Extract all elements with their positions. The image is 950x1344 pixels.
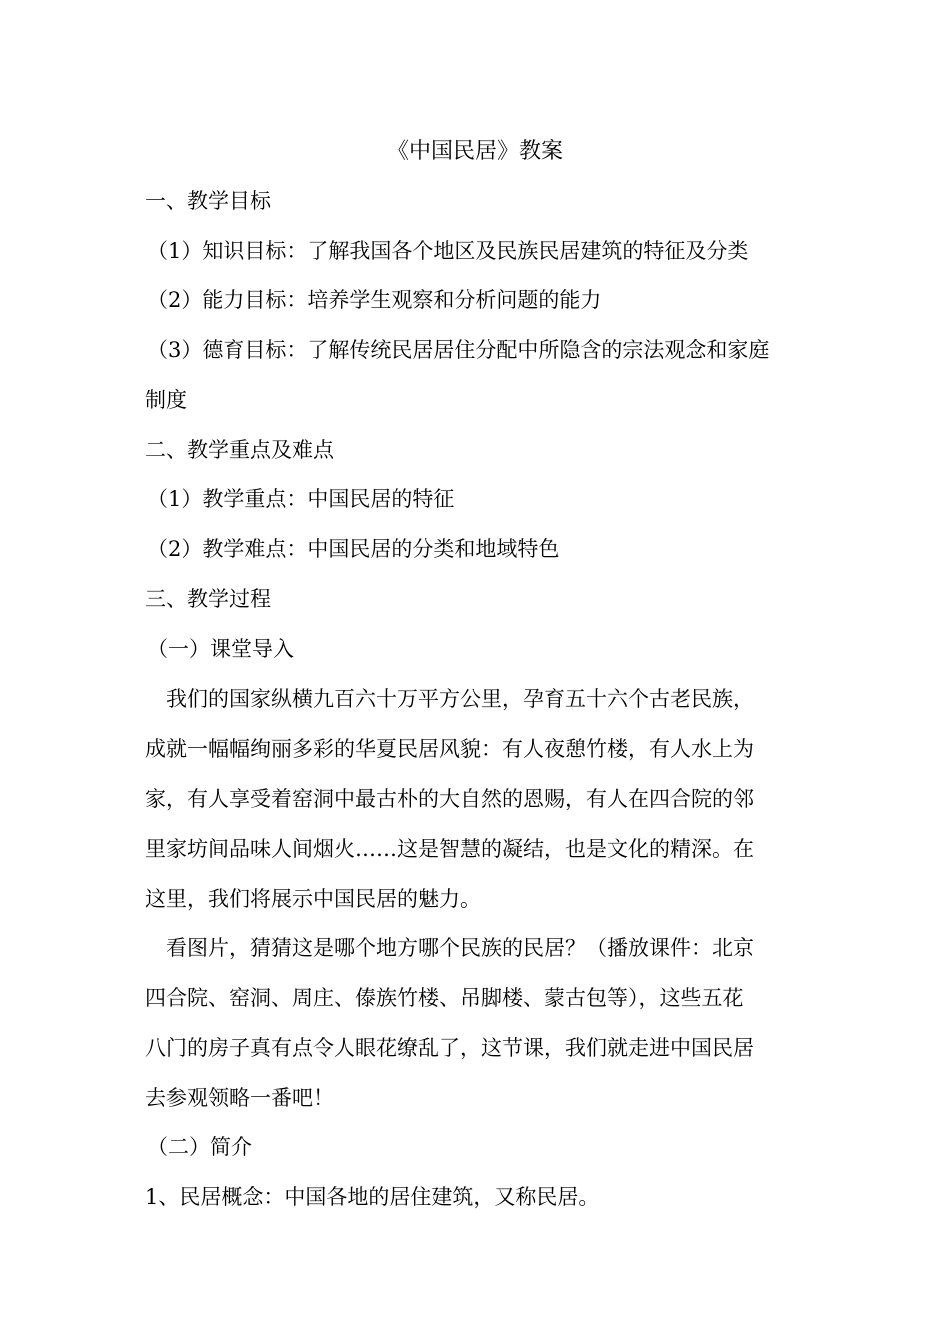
subsection-heading-brief: （二）简介 [147,1135,252,1159]
objective-knowledge: （1）知识目标：了解我国各个地区及民族民居建筑的特征及分类 [147,239,749,263]
intro-paragraph-line: 里家坊间品味人间烟火……这是智慧的凝结，也是文化的精深。在 [145,837,754,861]
key-point: （1）教学重点：中国民居的特征 [147,487,455,511]
subsection-heading-intro: （一）课堂导入 [147,637,294,661]
intro-paragraph-line: 我们的国家纵横九百六十万平方公里，孕育五十六个古老民族， [166,687,754,711]
objective-moral-line1: （3）德育目标：了解传统民居居住分配中所隐含的宗法观念和家庭 [147,338,770,362]
document-title: 《中国民居》教案 [386,139,563,164]
intro-paragraph-line: 家，有人享受着窑洞中最古朴的大自然的恩赐，有人在四合院的邻 [145,787,754,811]
picture-paragraph-line: 八门的房子真有点令人眼花缭乱了，这节课，我们就走进中国民居 [145,1036,754,1060]
intro-paragraph-line: 这里，我们将展示中国民居的魅力。 [145,887,481,911]
picture-paragraph-line: 看图片，猜猜这是哪个地方哪个民族的民居？（播放课件：北京 [166,936,754,960]
definition-item: 1、民居概念：中国各地的居住建筑，又称民居。 [145,1185,600,1209]
intro-paragraph-line: 成就一幅幅绚丽多彩的华夏民居风貌：有人夜憩竹楼，有人水上为 [145,737,754,761]
section-heading-key-points: 二、教学重点及难点 [145,438,334,462]
section-heading-objectives: 一、教学目标 [145,189,271,213]
picture-paragraph-line: 去参观领略一番吧！ [145,1086,334,1110]
objective-ability: （2）能力目标：培养学生观察和分析问题的能力 [147,288,602,312]
section-heading-process: 三、教学过程 [145,587,271,611]
picture-paragraph-line: 四合院、窑洞、周庄、傣族竹楼、吊脚楼、蒙古包等），这些五花 [145,986,744,1010]
difficult-point: （2）教学难点：中国民居的分类和地域特色 [147,537,560,561]
objective-moral-line2: 制度 [145,388,187,412]
